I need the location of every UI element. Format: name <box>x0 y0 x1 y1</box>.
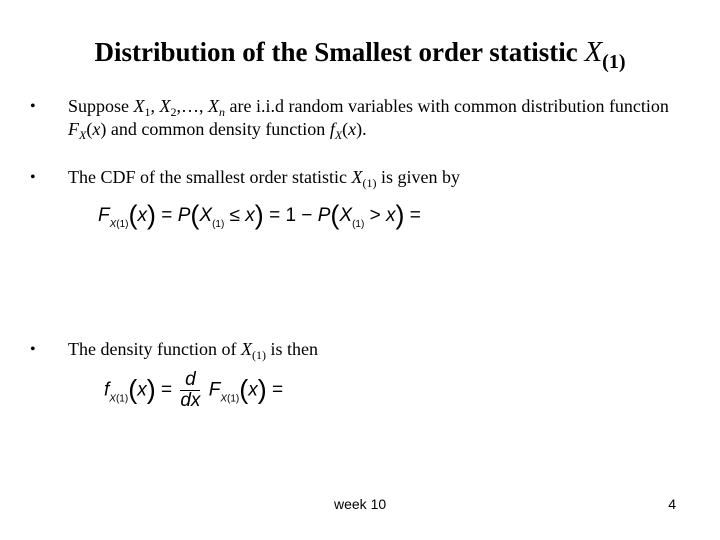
title-text: Distribution of the Smallest order statistic <box>94 37 585 67</box>
bullet-marker: • <box>30 98 36 115</box>
pdf-equation: $f_{X(1)}(x)$ = $\frac{d}{dx}$ $F_{X(1)}(x)$ = <box>104 369 284 411</box>
page-number: 4 <box>668 496 676 512</box>
bullet-iid-assumption <box>30 95 690 141</box>
bullet-density-intro <box>30 338 690 361</box>
derivative-fraction: $\frac{d}{dx}$ <box>180 369 201 411</box>
slide-title <box>0 34 720 73</box>
bullet-text: Suppose $X_1$, $X_2,\dots$, $X_n$ are i.i.d random variables with common distribution function $F_X(x)$ and common density function $f_X(x)$. <box>68 96 669 142</box>
footer-week: week 10 <box>334 496 387 512</box>
bullet-marker: • <box>30 169 36 186</box>
bullet-text: The density function of $X_{(1)}$ is then <box>68 339 318 362</box>
title-variable: X <box>584 36 603 68</box>
bullet-marker: • <box>30 341 36 358</box>
bullet-text: The CDF of the smallest order statistic $X_{(1)}$ is given by <box>68 167 460 190</box>
cdf-equation: $F_{X(1)}(x) = P(X_{(1)} \le x) = 1 - P(X_{(1)} > x)$ = <box>98 200 421 230</box>
bullet-cdf-intro <box>30 166 690 189</box>
title-subscript: (1) <box>602 51 626 73</box>
